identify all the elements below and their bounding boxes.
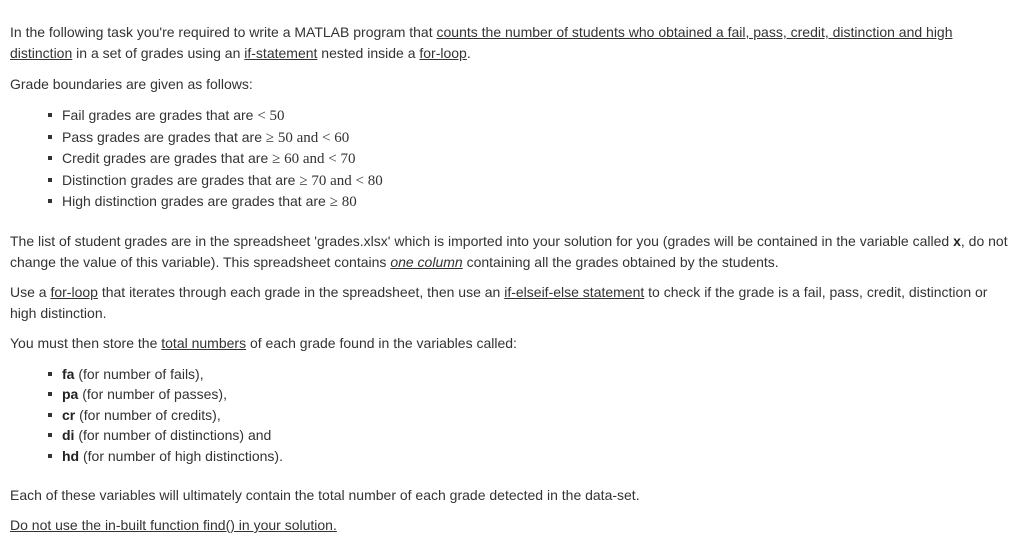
boundaries-list	[10, 105, 1015, 213]
underlined-if-statement: if-statement	[244, 45, 318, 61]
list-item: pa (for number of passes),	[62, 384, 1015, 405]
underlined-for-loop: for-loop	[419, 45, 467, 61]
list-item: Pass grades are grades that are ≥ 50 and < 60	[62, 127, 1015, 149]
summary-paragraph: Each of these variables will ultimately contain the total number of each grade detected in the data-set.	[10, 487, 640, 503]
task-description	[10, 22, 1015, 536]
list-item: Fail grades are grades that are < 50	[62, 105, 1015, 127]
variable-x: x	[953, 232, 961, 249]
underlined-total-numbers: total numbers	[161, 334, 247, 351]
list-item: Distinction grades are grades that are ≥ 70 and < 80	[62, 170, 1015, 192]
usage-paragraph: Use a for-loop that iterates through each grade in the spreadsheet, then use an if-elseif-else statement to check if the grade is a fail, pass, credit, distinction or high distinction.	[10, 283, 988, 321]
boundaries-heading: Grade boundaries are given as follows:	[10, 76, 253, 92]
list-item: High distinction grades are grades that are ≥ 80	[62, 191, 1015, 213]
list-item: cr (for number of credits),	[62, 405, 1015, 426]
intro-paragraph: In the following task you're required to write a MATLAB program that counts the number of students who obtained a fail, pass, credit, distinction and high distinction in a set of grades using an if-statement nested inside a for-loop.	[10, 24, 953, 61]
underlined-for-loop: for-loop	[50, 283, 98, 300]
variables-list	[10, 364, 1015, 467]
list-item: hd (for number of high distinctions).	[62, 446, 1015, 467]
warning-paragraph: Do not use the in-built function find() in your solution.	[10, 517, 337, 533]
list-item: Credit grades are grades that are ≥ 60 and < 70	[62, 148, 1015, 170]
list-item: di (for number of distinctions) and	[62, 425, 1015, 446]
underlined-if-elseif-else: if-elseif-else statement	[504, 283, 645, 300]
list-item: fa (for number of fails),	[62, 364, 1015, 385]
spreadsheet-paragraph: The list of student grades are in the spreadsheet 'grades.xlsx' which is imported into your solution for you (grades will be contained in the variable called x, do not change the value of this variable). This spreadsheet contains one column containing all the grades obtained by the students.	[10, 232, 1008, 270]
underlined-task: counts the number of students who obtained a fail, pass, credit, distinction and high distinction	[10, 24, 953, 61]
underlined-one-column: one column	[390, 253, 463, 270]
store-paragraph: You must then store the total numbers of each grade found in the variables called:	[10, 334, 517, 351]
